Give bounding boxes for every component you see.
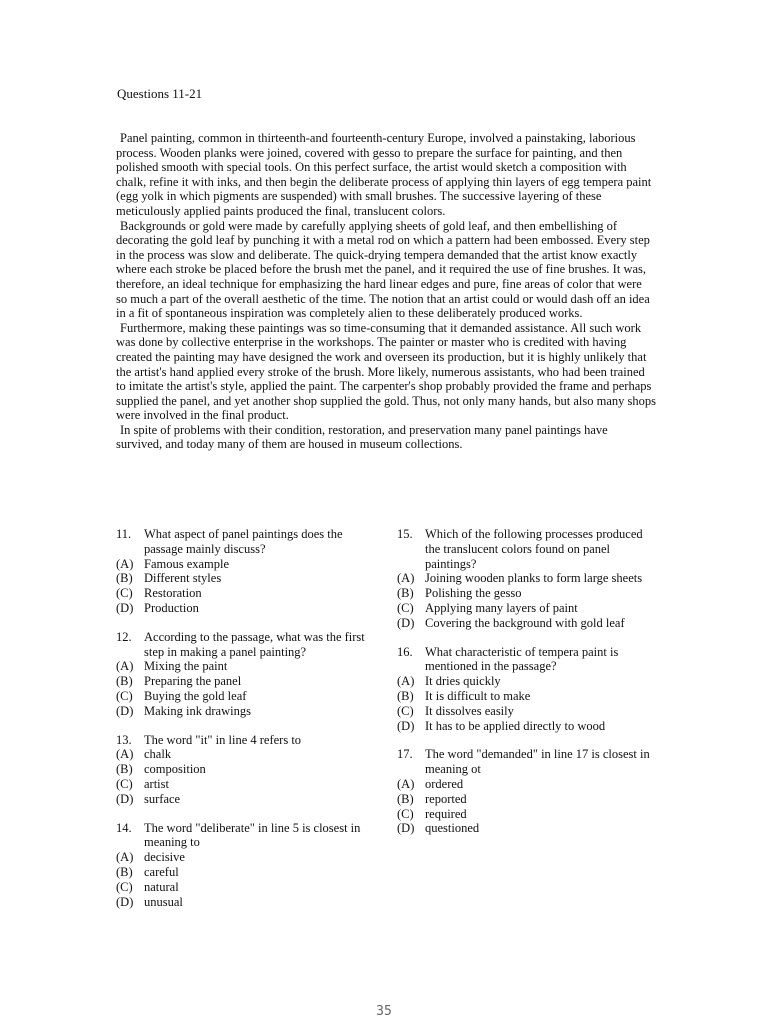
option-text: Buying the gold leaf [144,688,247,703]
question-number: 17. [397,747,413,762]
question-stem [397,645,655,675]
option-label: (A) [116,659,134,674]
answer-option [116,865,374,880]
option-label: (C) [116,586,133,601]
questions-column-left [116,527,374,923]
option-label: (D) [116,791,134,806]
answer-option [116,850,374,865]
question-stem [397,747,655,777]
option-label: (B) [116,674,133,689]
option-label: (A) [397,674,415,689]
option-text: Making ink drawings [144,703,251,718]
question-number: 15. [397,527,413,541]
answer-option [116,601,374,616]
answer-option [116,704,374,719]
option-text: Joining wooden planks to form large sheets [425,571,643,586]
reading-passage [116,131,656,452]
answer-option [116,689,374,704]
option-text: surface [144,791,181,806]
answer-option [116,586,374,601]
option-text: It has to be applied directly to wood [425,718,606,733]
option-text: ordered [425,776,464,791]
question-text: The word "it" in line 4 refers to [144,732,302,747]
answer-option [116,895,374,910]
question-text: The word "demanded" in line 17 is closest in meaning ot [425,747,650,777]
option-text: composition [144,762,206,777]
question-stem [116,821,374,851]
option-text: Preparing the panel [144,674,242,689]
option-text: chalk [144,747,172,762]
questions-column-right [397,527,655,850]
option-text: It is difficult to make [425,688,531,703]
answer-option [397,571,655,586]
option-label: (C) [397,806,414,821]
option-text: decisive [144,850,185,865]
option-text: natural [144,879,179,894]
option-text: Mixing the paint [144,659,228,674]
option-label: (B) [397,791,414,806]
answer-option [116,777,374,792]
option-text: Famous example [144,556,230,571]
question-item [116,821,374,910]
option-text: unusual [144,894,183,909]
option-label: (C) [397,600,414,615]
answer-option [397,616,655,631]
answer-option [397,674,655,689]
answer-option [116,659,374,674]
question-number: 14. [116,820,132,835]
answer-option [397,777,655,792]
option-label: (D) [116,894,134,909]
question-item [116,630,374,719]
question-text: According to the passage, what was the first step in making a panel painting? [144,629,365,659]
option-text: Polishing the gesso [425,586,522,601]
answer-option [397,719,655,734]
answer-option [397,704,655,719]
questions-heading: Questions 11-21 [117,86,203,101]
answer-option [397,689,655,704]
option-text: careful [144,864,179,879]
answer-option [116,792,374,807]
option-text: required [425,806,467,821]
option-text: Restoration [144,586,202,601]
answer-option [397,586,655,601]
answer-option [116,557,374,572]
option-label: (A) [116,747,134,762]
option-text: reported [425,791,467,806]
question-stem [116,733,374,748]
option-label: (B) [116,571,133,586]
option-text: It dries quickly [425,674,501,689]
option-label: (D) [397,821,415,836]
question-text: Which of the following processes produced the translucent colors found on panel paintings? [425,527,643,571]
option-label: (D) [397,718,415,733]
option-text: Different styles [144,571,222,586]
answer-option [116,747,374,762]
question-text: The word "deliberate" in line 5 is closest in meaning to [144,820,361,850]
option-text: artist [144,776,169,791]
option-text: Production [144,600,199,615]
option-label: (C) [397,703,414,718]
option-label: (A) [116,556,134,571]
option-label: (D) [116,600,134,615]
option-label: (C) [116,688,133,703]
question-text: What characteristic of tempera paint is mentioned in the passage? [425,644,619,674]
question-number: 16. [397,644,413,659]
passage-paragraph: Furthermore, making these paintings was so time-consuming that it demanded assistance. All such work was done by collective enterprise in the workshops. The painter or master who is credited with having created the painting may have designed the work and overseen its production, but it is highly unlikely that the artist's hand applied every stroke of the brush. More likely, numerous assistants, who had been trained to imitate the artist's style, applied the paint. The carpenter's shop probably provided the frame and perhaps supplied the panel, and yet another shop supplied the gold. Thus, not only many hands, but also many shops were involved in the final product. [116,320,656,423]
option-text: Applying many layers of paint [425,600,578,615]
option-text: Covering the background with gold leaf [425,615,625,630]
question-stem [116,630,374,660]
page-number: 35 [376,1004,392,1019]
question-stem [397,527,655,571]
question-text: What aspect of panel paintings does the passage mainly discuss? [144,527,343,556]
option-label: (A) [116,850,134,865]
question-number: 11. [116,527,132,541]
answer-option [397,821,655,836]
question-item [116,733,374,807]
passage-paragraph: Panel painting, common in thirteenth-and fourteenth-century Europe, involved a painstaking, laborious process. Wooden planks were joined, covered with gesso to prepare the surface for painting, and then polished smooth with special tools. On this perfect surface, the artist would sketch a composition with chalk, refine it with inks, and then begin the deliberate process of applying thin layers of egg tempera paint (egg yolk in which pigments are suspended) with small brushes. The successive layering of these meticulously applied paints produced the final, translucent colors. [116,131,652,218]
answer-option [397,807,655,822]
option-label: (C) [116,879,133,894]
answer-option [116,880,374,895]
option-label: (A) [397,571,415,586]
option-label: (D) [397,615,415,630]
option-text: questioned [425,821,480,836]
option-label: (B) [397,688,414,703]
passage-paragraph: Backgrounds or gold were made by carefully applying sheets of gold leaf, and then embellishing of decorating the gold leaf by punching it with a metal rod on which a pattern had been embossed. Every step in the process was slow and deliberate. The quick-drying tempera demanded that the artist know exactly where each stroke be placed before the brush met the panel, and it required the use of fine brushes. It was, therefore, an ideal technique for emphasizing the hard linear edges and pure, fine areas of color that were so much a part of the overall aesthetic of the time. The notion that an artist could or would dash off an idea in a fit of spontaneous inspiration was completely alien to these deliberately produced works. [116,218,650,321]
option-text: It dissolves easily [425,703,514,718]
passage-paragraph: In spite of problems with their condition, restoration, and preservation many panel paintings have survived, and today many of them are housed in museum collections. [116,422,608,452]
answer-option [116,571,374,586]
answer-option [116,762,374,777]
option-label: (B) [116,864,133,879]
question-stem [116,527,374,557]
option-label: (B) [397,586,414,601]
answer-option [397,601,655,616]
question-number: 13. [116,732,132,747]
option-label: (A) [397,776,415,791]
answer-option [116,674,374,689]
question-number: 12. [116,629,132,644]
answer-option [397,792,655,807]
option-label: (B) [116,762,133,777]
question-item [397,645,655,734]
option-label: (C) [116,776,133,791]
question-item [116,527,374,616]
question-item [397,747,655,836]
option-label: (D) [116,703,134,718]
question-item [397,527,655,631]
